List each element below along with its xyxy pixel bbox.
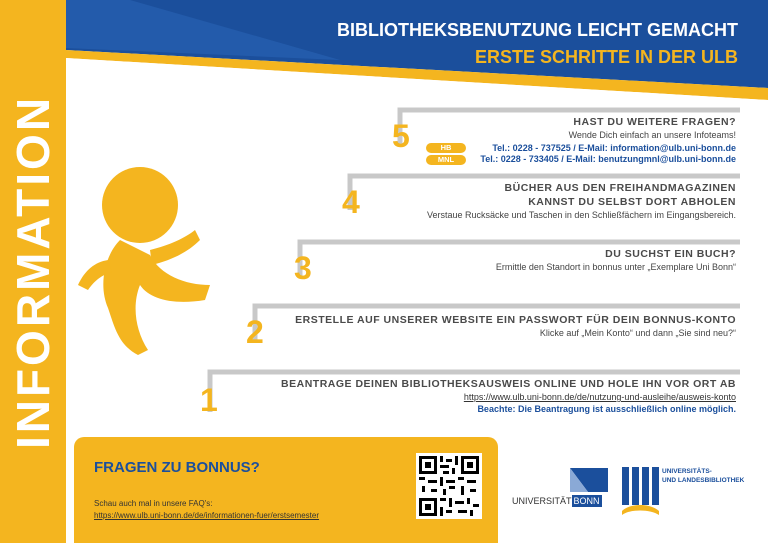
ulb-logo-text-line2: UND LANDESBIBLIOTHEK — [662, 477, 745, 484]
step-1-title: BEANTRAGE DEINEN BIBLIOTHEKSAUSWEIS ONLINE UND HOLE IHN VOR ORT AB — [281, 378, 736, 390]
step-5-number: 5 — [392, 118, 410, 154]
step-2-title: ERSTELLE AUF UNSERER WEBSITE EIN PASSWORT FÜR DEIN BONNUS-KONTO — [295, 314, 736, 326]
badge-mnl: MNL — [426, 155, 466, 165]
step-4-desc: Verstaue Rucksäcke und Taschen in den Schließfächern im Eingangsbereich. — [426, 210, 736, 220]
step-3-desc: Ermittle den Standort in bonnus unter „Exemplare Uni Bonn“ — [495, 262, 736, 272]
step-5-text — [480, 116, 736, 164]
step-4-text — [427, 182, 736, 220]
bonus-link[interactable]: https://www.ulb.uni-bonn.de/de/informationen-fuer/erstsemester — [94, 511, 320, 520]
bonus-text: Schau auch mal in unsere FAQ's: — [94, 499, 213, 508]
step-5-contact-mnl[interactable]: Tel.: 0228 - 733405 / E-Mail: benutzungmnl@ulb.uni-bonn.de — [480, 154, 736, 164]
badge-hb: HB — [426, 143, 466, 153]
step-4-title-line2: KANNST DU SELBST DORT ABHOLEN — [528, 196, 736, 208]
step-5-contact-hb[interactable]: Tel.: 0228 - 737525 / E-Mail: information@ulb.uni-bonn.de — [492, 143, 736, 153]
uni-bonn-logo-text — [512, 496, 602, 506]
step-4-title-line1: BÜCHER AUS DEN FREIHANDMAGAZINEN — [504, 182, 736, 194]
step-2-number: 2 — [246, 314, 264, 350]
step-5-desc: Wende Dich einfach an unsere Infoteams! — [568, 130, 736, 140]
qr-code-icon[interactable] — [416, 453, 482, 519]
uni-bonn-prefix: UNIVERSITÄT — [512, 496, 572, 506]
bonus-title: FRAGEN ZU BONNUS? — [94, 459, 260, 476]
uni-bonn-logo-icon — [512, 466, 608, 494]
header-subtitle: ERSTE SCHRITTE IN DER ULB — [474, 47, 738, 67]
header-title: BIBLIOTHEKSBENUTZUNG LEICHT GEMACHT — [337, 20, 738, 40]
step-1-link[interactable]: https://www.ulb.uni-bonn.de/de/nutzung-und-ausleihe/ausweis-konto — [463, 392, 736, 402]
ulb-logo-icon — [620, 465, 660, 521]
step-2-desc: Klicke auf „Mein Konto“ und dann „Sie sind neu?“ — [539, 328, 736, 338]
uni-bonn-name: BONN — [573, 496, 600, 506]
step-3-text — [496, 248, 736, 272]
sidebar-title: INFORMATION — [7, 94, 59, 450]
step-4-number: 4 — [342, 184, 360, 220]
step-3-title: DU SUCHST EIN BUCH? — [605, 248, 736, 260]
running-figure-icon — [78, 167, 212, 355]
step-5-title: HAST DU WEITERE FRAGEN? — [573, 116, 736, 128]
step-1-note: Beachte: Die Beantragung ist ausschließlich online möglich. — [477, 404, 736, 414]
step-1-text — [281, 378, 736, 414]
bonus-box — [74, 437, 498, 543]
ulb-logo-text-line1: UNIVERSITÄTS- — [662, 468, 712, 475]
step-3-number: 3 — [294, 250, 312, 286]
step-1-number: 1 — [200, 382, 218, 418]
step-2-text — [295, 314, 736, 338]
